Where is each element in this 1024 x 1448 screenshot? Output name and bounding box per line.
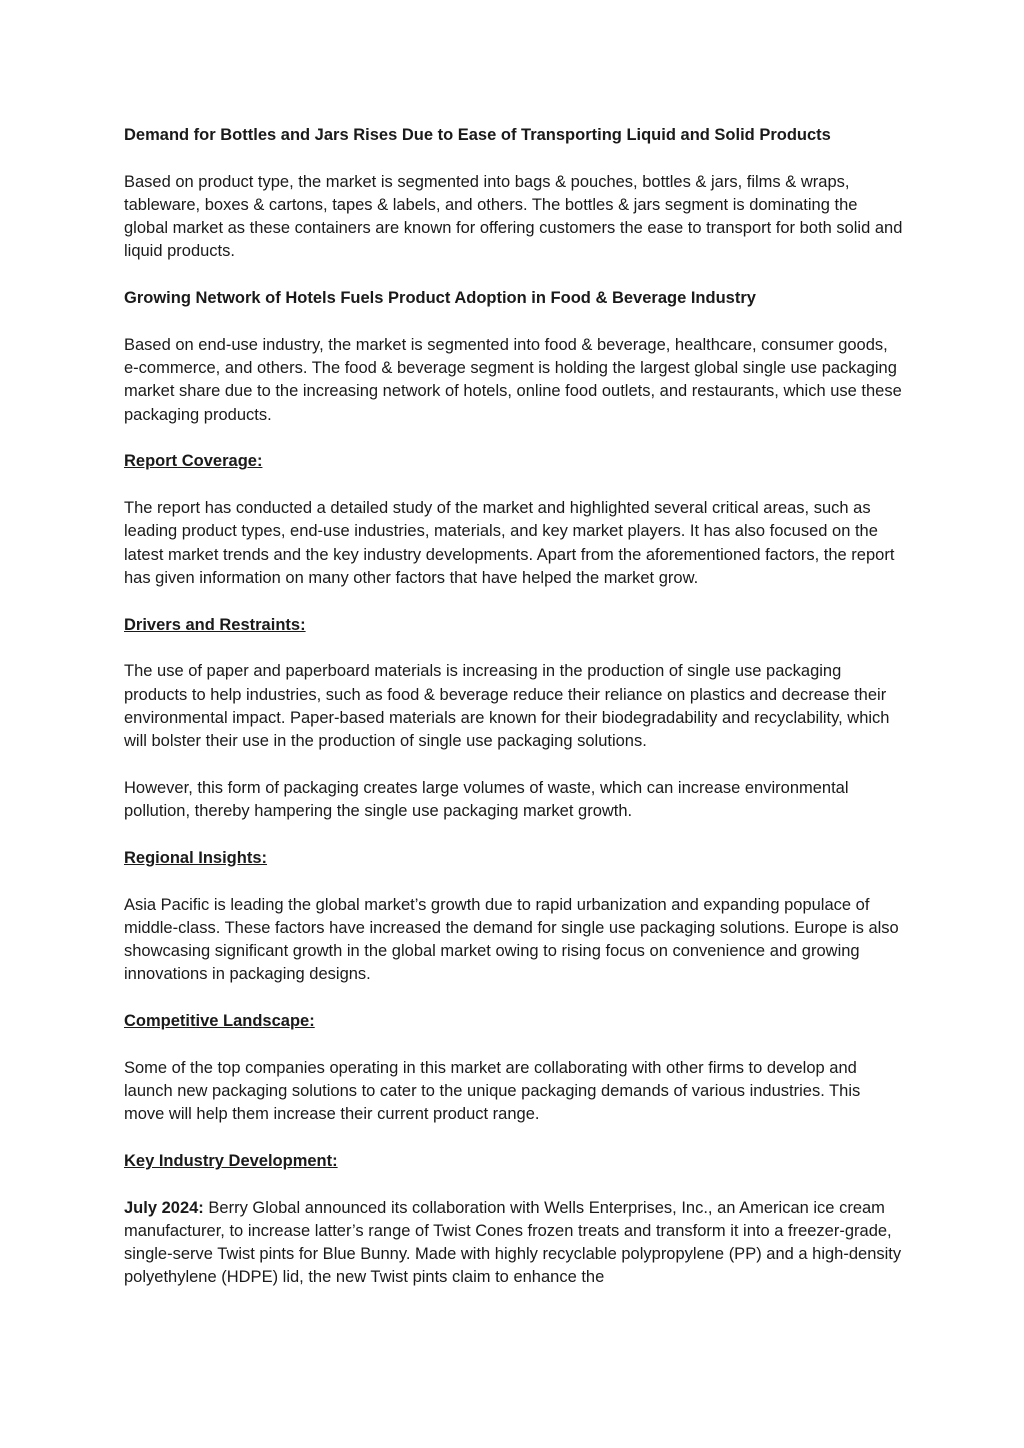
hotels-paragraph: Based on end-use industry, the market is segmented into food & beverage, healthcare, consumer goods, e-commerce, and others. The food & beverage segment is holding the largest global single use packaging market share due to the increasing network of hotels, online food outlets, and restaurants, which use these packaging products. (124, 336, 902, 424)
drivers-paragraph: The use of paper and paperboard materials is increasing in the production of single use packaging products to help industries, such as food & beverage reduce their reliance on plastics and decrease their environmental impact. Paper-based materials are known for their biodegradability and recyclability, which will bolster their use in the production of single use packaging solutions. (124, 662, 890, 751)
regional-insights-title: Regional Insights: (124, 848, 268, 867)
key-development-title: Key Industry Development: (124, 1152, 338, 1171)
report-coverage-paragraph: The report has conducted a detailed study of the market and highlighted several critical areas, such as leading product types, end-use industries, materials, and key market players. It has also focused on the latest market trends and the key industry developments. Apart from the aforementioned factors, the report has given information on many other factors that have helped the market grow. (124, 499, 895, 587)
development-text: Berry Global announced its collaboration with Wells Enterprises, Inc., an American ice cream manufacturer, to increase latter’s range of Twist Cones frozen treats and transform it into a freezer-grade, single-serve Twist pints for Blue Bunny. Made with highly recyclable polypropylene (PP) and a high-density polyethylene (HDPE) lid, the new Twist pints claim to enhance the (124, 1198, 902, 1287)
development-date: July 2024: (124, 1198, 204, 1217)
document-page (124, 124, 904, 1290)
hotels-heading: Growing Network of Hotels Fuels Product Adoption in Food & Beverage Industry (124, 289, 756, 308)
restraints-paragraph: However, this form of packaging creates large volumes of waste, which can increase environmental pollution, thereby hampering the single use packaging market growth. (124, 778, 849, 821)
report-coverage-title: Report Coverage: (124, 452, 263, 471)
bottles-jars-heading: Demand for Bottles and Jars Rises Due to Ease of Transporting Liquid and Solid Products (124, 126, 831, 144)
drivers-restraints-title: Drivers and Restraints: (124, 615, 306, 634)
regional-insights-paragraph: Asia Pacific is leading the global market’s growth due to rapid urbanization and expanding populace of middle-class. These factors have increased the demand for single use packaging solutions. Europe is also showcasing significant growth in the global market owing to rising focus on convenience and growing innovations in packaging designs. (124, 895, 899, 984)
competitive-landscape-title: Competitive Landscape: (124, 1012, 315, 1031)
bottles-jars-paragraph: Based on product type, the market is segmented into bags & pouches, bottles & jars, films & wraps, tableware, boxes & cartons, tapes & labels, and others. The bottles & jars segment is dominating the global market as these containers are known for offering customers the ease to transport for both solid and liquid products. (124, 172, 903, 261)
competitive-landscape-paragraph: Some of the top companies operating in this market are collaborating with other firms to develop and launch new packaging solutions to cater to the unique packaging demands of various industries. This move will help them increase their current product range. (124, 1058, 861, 1124)
key-development-paragraph (124, 1197, 904, 1290)
